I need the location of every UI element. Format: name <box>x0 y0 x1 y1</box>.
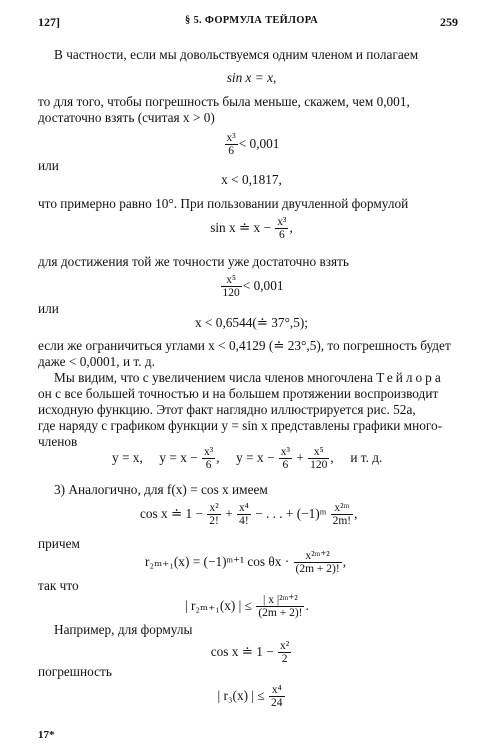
formula-sin-two-term: sin x ≐ x − $\frac{\text{x³}}{6}$ , <box>210 216 293 242</box>
paragraph-line: 3) Аналогично, для f(x) = cos x имеем <box>54 482 268 497</box>
paragraph-line: где наряду с графиком функции y = sin x представлены графики много- <box>38 418 443 433</box>
paragraph-line: даже < 0,0001, и т. д. <box>38 354 155 369</box>
running-title: § 5. ФОРМУЛА ТЕЙЛОРА <box>185 15 318 26</box>
formula-inequality-1: $\frac{\text{x³}}{6}$ < 0,001 <box>226 132 280 158</box>
page-number: 259 <box>440 15 458 29</box>
formula-sin-x: sin x = x, <box>226 70 277 85</box>
formula-remainder-bound: | r₂ₘ₊₁(x) | ≤ $\frac{\text{| x |²ᵐ⁺²}}{(2m + 2)!}$ . <box>185 594 309 620</box>
word-ili: или <box>38 301 59 316</box>
paragraph-line: он с все большей точностью и на большем протяжении воспроизводит <box>38 386 439 401</box>
word-tak-chto: так что <box>38 578 79 593</box>
paragraph-line: то для того, чтобы погрешность была меньше, скажем, чем 0,001, <box>38 94 410 109</box>
formula-remainder: r₂ₘ₊₁(x) = (−1)ᵐ⁺¹ cos θx · $\frac{\text{x²ᵐ⁺²}}{(2m + 2)!}$ , <box>145 550 347 576</box>
paragraph-line: если же ограничиться углами x < 0,4129 (≐ 23°,5), то погрешность будет <box>38 338 451 353</box>
formula-polynomials: y = x, y = x − $\frac{\text{x³}}{6}$ , y = x − $\frac{\text{x³}}{6}$ + $\frac{\text{x⁵}}{120}$ , и т. д. <box>112 446 383 472</box>
paragraph-line: Например, для формулы <box>54 622 193 637</box>
word-prichem: причем <box>38 536 80 551</box>
word-ili: или <box>38 158 59 173</box>
formula-inequality-2: $\frac{\text{x⁵}}{120}$ < 0,001 <box>222 274 284 300</box>
signature-mark: 17* <box>38 729 55 741</box>
formula-cos-two-term: cos x ≐ 1 − $\frac{\text{x²}}{2}$ <box>210 640 290 666</box>
formula-x-bound: x < 0,1817, <box>221 172 282 187</box>
formula-cos-series: cos x ≐ 1 − $\frac{\text{x²}}{2!}$ + $\frac{\text{x⁴}}{4!}$ − . . . + (−1)ᵐ $\frac{\text{x²ᵐ}}{2m!}$ , <box>140 502 358 528</box>
formula-x-bound-2: x < 0,6544(≐ 37°,5); <box>195 315 308 330</box>
paragraph-line: членов <box>38 434 78 449</box>
paragraph-line: достаточно взять (считая x > 0) <box>38 110 215 125</box>
paragraph-line: что примерно равно 10°. При пользовании двучленной формулой <box>38 196 409 211</box>
formula-r3-bound: | r₃(x) | ≤ $\frac{\text{x⁴}}{24}$ <box>217 684 283 710</box>
name-taylor: Тейлора <box>376 370 444 385</box>
paragraph-line: исходную функцию. Этот факт наглядно иллюстрируется рис. 52а, <box>38 402 416 417</box>
paragraph-line: В частности, если мы довольствуемся одним членом и полагаем <box>54 47 419 62</box>
paragraph-line: для достижения той же точности уже достаточно взять <box>38 254 349 269</box>
word-pogreshnost: погрешность <box>38 664 112 679</box>
section-number: 127] <box>38 15 60 29</box>
paragraph-line: Мы видим, что с увеличением числа членов многочлена Тейлора <box>54 370 444 385</box>
